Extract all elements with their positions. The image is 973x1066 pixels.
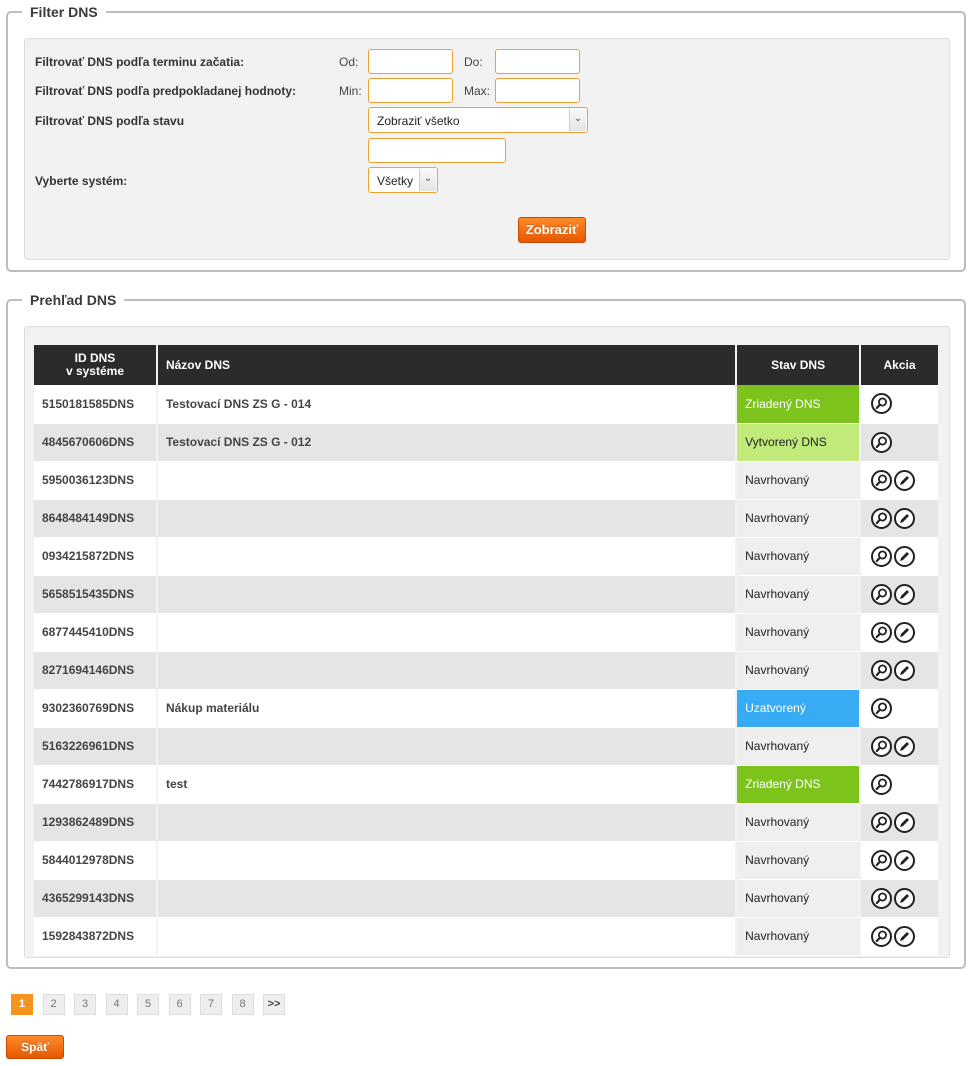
dns-action-cell bbox=[860, 461, 939, 499]
pencil-icon[interactable] bbox=[894, 546, 915, 567]
pencil-icon[interactable] bbox=[894, 584, 915, 605]
dns-action-cell bbox=[860, 613, 939, 651]
dns-action-cell bbox=[860, 499, 939, 537]
magnifier-icon[interactable] bbox=[871, 546, 892, 567]
pencil-icon[interactable] bbox=[894, 736, 915, 757]
dns-name-cell bbox=[157, 461, 736, 499]
filter-panel bbox=[24, 38, 950, 260]
column-header-name[interactable]: Názov DNS bbox=[157, 345, 736, 385]
dns-status-cell: Navrhovaný bbox=[736, 917, 860, 955]
table-row bbox=[34, 423, 939, 461]
dns-name-cell: Nákup materiálu bbox=[157, 689, 736, 727]
pencil-icon[interactable] bbox=[894, 812, 915, 833]
dns-name-cell bbox=[157, 537, 736, 575]
state-select[interactable] bbox=[368, 107, 588, 133]
magnifier-icon[interactable] bbox=[871, 736, 892, 757]
filter-fieldset bbox=[6, 4, 966, 272]
magnifier-icon[interactable] bbox=[871, 432, 892, 453]
magnifier-icon[interactable] bbox=[871, 622, 892, 643]
overview-legend: Prehľad DNS bbox=[30, 292, 117, 308]
table-header-row bbox=[34, 345, 939, 385]
system-label: Vyberte systém: bbox=[35, 174, 128, 188]
page-link[interactable]: 7 bbox=[200, 994, 222, 1015]
table-row bbox=[34, 841, 939, 879]
date-to-input[interactable] bbox=[495, 49, 580, 74]
magnifier-icon[interactable] bbox=[871, 698, 892, 719]
dns-status-cell: Navrhovaný bbox=[736, 499, 860, 537]
page-link[interactable]: 8 bbox=[232, 994, 254, 1015]
pencil-icon[interactable] bbox=[894, 470, 915, 491]
system-select[interactable] bbox=[368, 167, 438, 193]
dns-id-cell: 1293862489DNS bbox=[34, 803, 157, 841]
dns-status-cell: Navrhovaný bbox=[736, 841, 860, 879]
dns-name-cell bbox=[157, 917, 736, 955]
min-value-input[interactable] bbox=[368, 78, 453, 103]
magnifier-icon[interactable] bbox=[871, 660, 892, 681]
dns-name-cell bbox=[157, 727, 736, 765]
dns-table bbox=[34, 345, 940, 956]
page-link[interactable]: 1 bbox=[11, 994, 33, 1015]
table-row bbox=[34, 689, 939, 727]
dns-status-cell: Vytvorený DNS bbox=[736, 423, 860, 461]
table-row bbox=[34, 917, 939, 955]
max-value-input[interactable] bbox=[495, 78, 580, 103]
dns-status-cell: Navrhovaný bbox=[736, 613, 860, 651]
table-row bbox=[34, 651, 939, 689]
pencil-icon[interactable] bbox=[894, 888, 915, 909]
dns-status-cell: Navrhovaný bbox=[736, 537, 860, 575]
page-link[interactable]: 2 bbox=[43, 994, 65, 1015]
table-row bbox=[34, 727, 939, 765]
dns-action-cell bbox=[860, 841, 939, 879]
table-row bbox=[34, 385, 939, 423]
pencil-icon[interactable] bbox=[894, 508, 915, 529]
table-row bbox=[34, 613, 939, 651]
overview-fieldset bbox=[6, 292, 966, 969]
page-link[interactable]: 5 bbox=[137, 994, 159, 1015]
table-row bbox=[34, 879, 939, 917]
dns-name-cell bbox=[157, 803, 736, 841]
dns-status-cell: Navrhovaný bbox=[736, 803, 860, 841]
dns-id-cell: 9302360769DNS bbox=[34, 689, 157, 727]
magnifier-icon[interactable] bbox=[871, 926, 892, 947]
dns-id-cell: 5658515435DNS bbox=[34, 575, 157, 613]
dns-status-cell: Navrhovaný bbox=[736, 461, 860, 499]
dns-name-cell bbox=[157, 841, 736, 879]
state-select-value: Zobraziť všetko bbox=[377, 114, 460, 128]
overview-panel bbox=[24, 326, 950, 958]
dns-action-cell bbox=[860, 537, 939, 575]
dns-action-cell bbox=[860, 651, 939, 689]
dns-name-cell bbox=[157, 499, 736, 537]
dns-name-cell bbox=[157, 879, 736, 917]
dns-action-cell bbox=[860, 803, 939, 841]
page-link[interactable]: 6 bbox=[169, 994, 191, 1015]
pencil-icon[interactable] bbox=[894, 660, 915, 681]
dns-id-cell: 5150181585DNS bbox=[34, 385, 157, 423]
dns-id-cell: 1592843872DNS bbox=[34, 917, 157, 955]
dns-id-cell: 8648484149DNS bbox=[34, 499, 157, 537]
dns-name-cell: Testovací DNS ZS G - 014 bbox=[157, 385, 736, 423]
table-row bbox=[34, 765, 939, 803]
column-header-id-line1: ID DNS bbox=[74, 351, 116, 365]
dns-status-cell: Navrhovaný bbox=[736, 651, 860, 689]
dns-status-cell: Navrhovaný bbox=[736, 575, 860, 613]
max-label: Max: bbox=[464, 84, 491, 98]
dns-action-cell bbox=[860, 575, 939, 613]
magnifier-icon[interactable] bbox=[871, 812, 892, 833]
column-header-status[interactable]: Stav DNS bbox=[736, 345, 860, 385]
dns-action-cell bbox=[860, 917, 939, 955]
dns-table-body bbox=[34, 385, 939, 955]
dns-name-cell bbox=[157, 575, 736, 613]
dns-name-cell bbox=[157, 613, 736, 651]
min-label: Min: bbox=[339, 84, 362, 98]
next-page-link[interactable]: >> bbox=[263, 994, 285, 1015]
table-row bbox=[34, 537, 939, 575]
magnifier-icon[interactable] bbox=[871, 470, 892, 491]
dns-name-cell: Testovací DNS ZS G - 012 bbox=[157, 423, 736, 461]
dns-action-cell bbox=[860, 689, 939, 727]
extra-filter-input[interactable] bbox=[368, 138, 506, 163]
dns-action-cell bbox=[860, 727, 939, 765]
dns-id-cell: 5163226961DNS bbox=[34, 727, 157, 765]
table-row bbox=[34, 499, 939, 537]
pencil-icon[interactable] bbox=[894, 622, 915, 643]
dns-status-cell: Zriadený DNS bbox=[736, 765, 860, 803]
dns-id-cell: 8271694146DNS bbox=[34, 651, 157, 689]
pencil-icon[interactable] bbox=[894, 850, 915, 871]
dns-action-cell bbox=[860, 765, 939, 803]
dns-action-cell bbox=[860, 385, 939, 423]
page-link[interactable]: 4 bbox=[106, 994, 128, 1015]
dns-action-cell bbox=[860, 423, 939, 461]
dns-status-cell: Navrhovaný bbox=[736, 879, 860, 917]
dns-id-cell: 0934215872DNS bbox=[34, 537, 157, 575]
back-button[interactable]: Späť bbox=[6, 1035, 64, 1059]
column-header-action: Akcia bbox=[860, 345, 939, 385]
state-filter-label: Filtrovať DNS podľa stavu bbox=[35, 114, 185, 128]
value-filter-label: Filtrovať DNS podľa predpokladanej hodnoty: bbox=[35, 84, 297, 98]
chevron-down-icon: ⌄ bbox=[569, 109, 586, 131]
dns-id-cell: 4365299143DNS bbox=[34, 879, 157, 917]
dns-id-cell: 5950036123DNS bbox=[34, 461, 157, 499]
date-from-input[interactable] bbox=[368, 49, 453, 74]
chevron-down-icon: ⌄ bbox=[419, 169, 436, 191]
show-button[interactable]: Zobraziť bbox=[518, 217, 586, 243]
dns-id-cell: 5844012978DNS bbox=[34, 841, 157, 879]
magnifier-icon[interactable] bbox=[871, 584, 892, 605]
dns-status-cell: Uzatvorený bbox=[736, 689, 860, 727]
table-row bbox=[34, 461, 939, 499]
dns-action-cell bbox=[860, 879, 939, 917]
dns-name-cell: test bbox=[157, 765, 736, 803]
dns-id-cell: 4845670606DNS bbox=[34, 423, 157, 461]
date-filter-label: Filtrovať DNS podľa terminu začatia: bbox=[35, 55, 245, 69]
to-label: Do: bbox=[464, 55, 483, 69]
magnifier-icon[interactable] bbox=[871, 508, 892, 529]
magnifier-icon[interactable] bbox=[871, 393, 892, 414]
dns-status-cell: Navrhovaný bbox=[736, 727, 860, 765]
system-select-value: Všetky bbox=[377, 174, 414, 188]
table-row bbox=[34, 803, 939, 841]
dns-name-cell bbox=[157, 651, 736, 689]
column-header-id-line2: v systéme bbox=[65, 364, 124, 378]
pencil-icon[interactable] bbox=[894, 926, 915, 947]
magnifier-icon[interactable] bbox=[871, 774, 892, 795]
dns-id-cell: 6877445410DNS bbox=[34, 613, 157, 651]
from-label: Od: bbox=[339, 55, 359, 69]
dns-status-cell: Zriadený DNS bbox=[736, 385, 860, 423]
page-link[interactable]: 3 bbox=[74, 994, 96, 1015]
magnifier-icon[interactable] bbox=[871, 850, 892, 871]
dns-id-cell: 7442786917DNS bbox=[34, 765, 157, 803]
column-header-id[interactable] bbox=[34, 345, 157, 385]
filter-legend: Filter DNS bbox=[30, 4, 98, 20]
magnifier-icon[interactable] bbox=[871, 888, 892, 909]
table-row bbox=[34, 575, 939, 613]
